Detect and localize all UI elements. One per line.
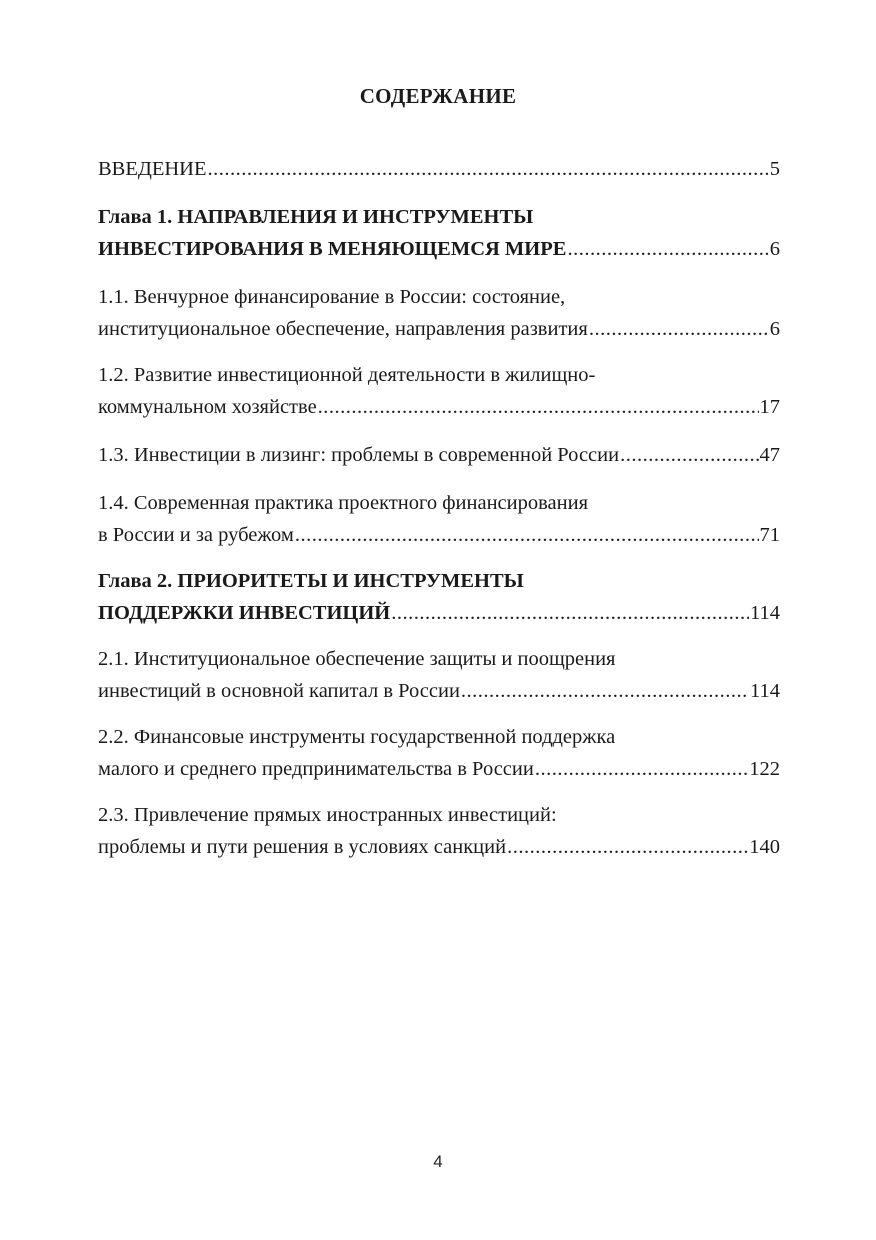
toc-entry-text: в России и за рубежом [98,524,294,546]
dot-leader [295,519,759,551]
toc-entry-text: 1.2. Развитие инвестиционной деятельности в жилищно- [98,364,596,386]
toc-entry-section-1-3 [98,439,780,471]
toc-entry-text: 1.3. Инвестиции в лизинг: проблемы в современной России [98,444,620,466]
dot-leader [620,439,758,471]
toc-entry-text: ИНВЕСТИРОВАНИЯ В МЕНЯЮЩЕМСЯ МИРЕ [98,238,567,260]
dot-leader [391,597,749,629]
toc-page-number: 5 [769,158,780,180]
dot-leader [208,153,769,185]
toc-entry-text: 1.4. Современная практика проектного финансирования [98,492,589,514]
toc-page-number: 6 [769,238,780,260]
toc-entry-chapter-1 [98,201,780,265]
dot-leader [589,313,769,345]
dot-leader [507,831,748,863]
toc-entry-text: коммунальном хозяйстве [98,396,317,418]
dot-leader [567,233,768,265]
toc-entry-text: инвестиций в основной капитал в России [98,680,460,702]
toc-page-number: 114 [750,680,780,702]
toc-entry-section-2-3 [98,799,780,863]
toc-entry-section-2-1 [98,643,780,707]
dot-leader [318,391,759,423]
toc-entry-section-1-4 [98,487,780,551]
toc-entry-section-1-1 [98,281,780,345]
toc-page-number: 114 [750,602,780,624]
toc-page-number: 71 [759,524,780,546]
table-of-contents [98,153,780,863]
toc-entry-text: 2.2. Финансовые инструменты государственной поддержка [98,726,616,748]
toc-entry-text: проблемы и пути решения в условиях санкций [98,836,507,858]
dot-leader [461,675,749,707]
toc-entry-section-1-2 [98,359,780,423]
toc-page-number: 140 [749,836,780,858]
dot-leader [535,753,748,785]
page-number: 4 [433,1152,443,1171]
toc-entry-text: малого и среднего предпринимательства в России [98,758,534,780]
toc-page-number: 17 [759,396,780,418]
toc-entry-text: 2.1. Институциональное обеспечение защиты и поощрения [98,648,616,670]
toc-entry-text: 1.1. Венчурное финансирование в России: состояние, [98,286,566,308]
toc-title: СОДЕРЖАНИЕ [359,84,517,108]
toc-page-number: 122 [749,758,780,780]
toc-entry-text: ПОДДЕРЖКИ ИНВЕСТИЦИЙ [98,602,391,624]
toc-entry-text: Глава 2. ПРИОРИТЕТЫ И ИНСТРУМЕНТЫ [98,570,524,592]
toc-page-number: 47 [759,444,780,466]
toc-page-number: 6 [769,318,780,340]
toc-entry-section-2-2 [98,721,780,785]
toc-entry-text: институциональное обеспечение, направления развития [98,318,588,340]
toc-entry-text: ВВЕДЕНИЕ [98,158,207,180]
toc-entry-chapter-2 [98,565,780,629]
toc-entry-text: 2.3. Привлечение прямых иностранных инвестиций: [98,804,557,826]
toc-entry-introduction [98,153,780,185]
toc-entry-text: Глава 1. НАПРАВЛЕНИЯ И ИНСТРУМЕНТЫ [98,206,534,228]
